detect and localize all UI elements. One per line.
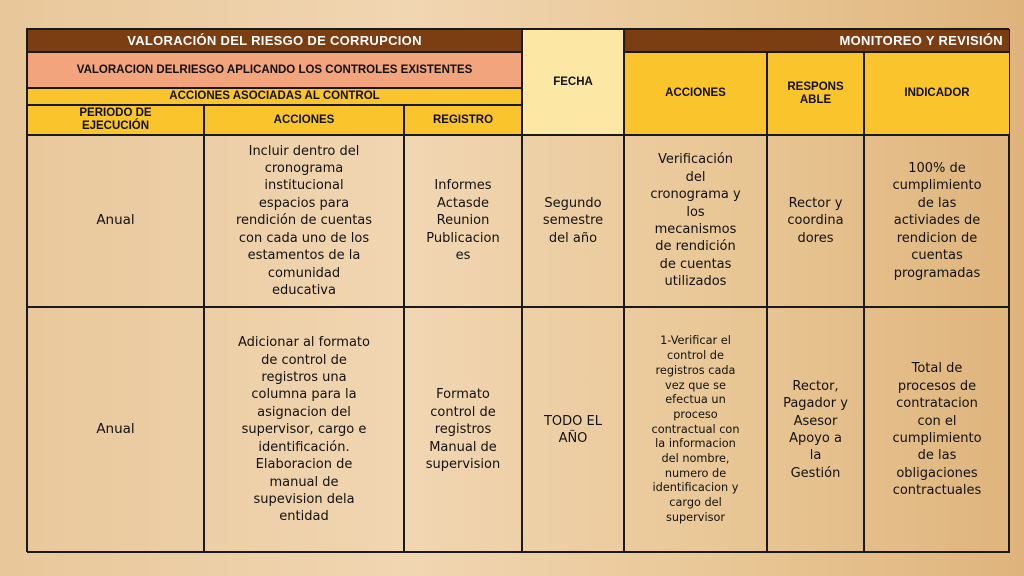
row1-responsable: Rector y coordina dores bbox=[767, 135, 864, 307]
row1-fecha: Segundo semestre del año bbox=[522, 135, 624, 307]
registro-header: REGISTRO bbox=[404, 105, 522, 135]
periodo-header: PERIODO DE EJECUCIÓN bbox=[27, 105, 204, 135]
row1-acciones: Incluir dentro del cronograma institucional espacios para rendición de cuentas con cada uno de los estamentos de la comunidad educativa bbox=[204, 135, 404, 307]
controles-header: VALORACION DELRIESGO APLICANDO LOS CONTROLES EXISTENTES bbox=[27, 52, 522, 88]
acciones-asociadas-header: ACCIONES ASOCIADAS AL CONTROL bbox=[27, 88, 522, 105]
row1-registro: Informes Actasde Reunion Publicacion es bbox=[404, 135, 522, 307]
valoracion-title: VALORACIÓN DEL RIESGO DE CORRUPCION bbox=[27, 29, 522, 52]
row2-monitoreo-acciones: 1-Verificar el control de registros cada vez que se efectua un proceso contractual con la informacion del nombre, numero de identificacion y cargo del supervisor bbox=[624, 307, 767, 553]
acciones-header: ACCIONES bbox=[204, 105, 404, 135]
row2-acciones: Adicionar al formato de control de registros una columna para la asignacion del supervisor, cargo e identificación. Elaboracion de manual de supevision dela entidad bbox=[204, 307, 404, 553]
row2-indicador: Total de procesos de contratacion con el cumplimiento de las obligaciones contractuales bbox=[864, 307, 1010, 553]
indicador-header: INDICADOR bbox=[864, 52, 1010, 135]
row2-registro: Formato control de registros Manual de supervision bbox=[404, 307, 522, 553]
monitoreo-title: MONITOREO Y REVISIÓN bbox=[624, 29, 1010, 52]
row2-periodo: Anual bbox=[27, 307, 204, 553]
row2-fecha: TODO EL AÑO bbox=[522, 307, 624, 553]
row1-monitoreo-acciones: Verificación del cronograma y los mecanismos de rendición de cuentas utilizados bbox=[624, 135, 767, 307]
row1-periodo: Anual bbox=[27, 135, 204, 307]
row1-indicador: 100% de cumplimiento de las activiades de rendicion de cuentas programadas bbox=[864, 135, 1010, 307]
monitoreo-acciones-header: ACCIONES bbox=[624, 52, 767, 135]
responsable-header: RESPONS ABLE bbox=[767, 52, 864, 135]
fecha-header: FECHA bbox=[522, 29, 624, 135]
risk-valuation-table bbox=[26, 28, 1009, 552]
row2-responsable: Rector, Pagador y Asesor Apoyo a la Gestión bbox=[767, 307, 864, 553]
